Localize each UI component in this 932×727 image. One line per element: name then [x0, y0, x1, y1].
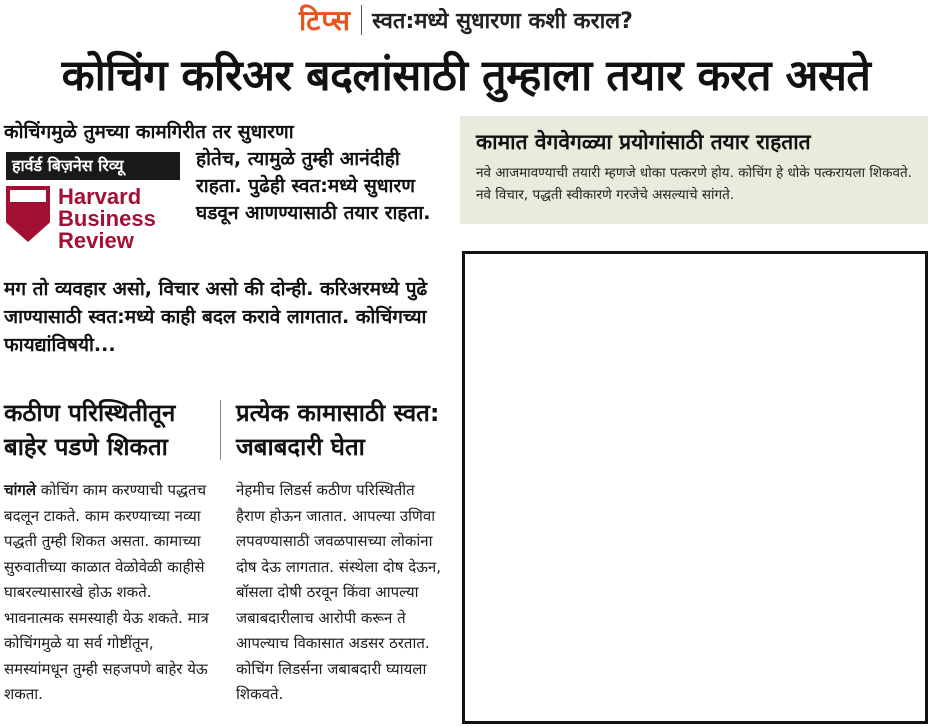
- section-1-body-text: कोचिंग काम करण्याची पद्धतच बदलून टाकते. काम करण्याच्या नव्या पद्धती तुम्ही शिकत असता. कामाच्या सुरुवातीच्या काळात वेळोवेळी काहीसे घाबरल्यासारखे होऊ शकते. भावनात्मक समस्याही येऊ शकते. मात्र कोचिंगमुळे या सर्व गोष्टींतून, समस्यांमधून तुम्ही सहजपणे बाहेर येऊ शकता.: [4, 481, 209, 703]
- tips-tag: टिप्स: [299, 4, 352, 37]
- intro-first-line: कोचिंगमुळे तुमच्या कामगिरीत तर सुधारणा: [4, 121, 294, 143]
- harvard-shield-icon: [6, 186, 50, 242]
- hbr-line-review: Review: [58, 228, 134, 253]
- hbr-logo: [6, 152, 186, 262]
- section-2-title: प्रत्येक कामासाठी स्वत: जबाबदारी घेता: [236, 399, 440, 461]
- main-headline: कोचिंग करिअर बदलांसाठी तुम्हाला तयार करत असते: [61, 51, 871, 101]
- column-divider: [220, 400, 221, 460]
- topic-title: स्वत:मध्ये सुधारणा कशी कराल?: [372, 9, 633, 34]
- section-1-lead: चांगले: [4, 481, 37, 499]
- intro-right-text: होतेच, त्यामुळे तुम्ही आनंदीही राहता. पुढेही स्वत:मध्ये सुधारण घडवून आणण्यासाठी तयार राहता.: [196, 148, 431, 224]
- hbr-hindi-banner: हार्वर्ड बिज़नेस रिव्यू: [6, 152, 180, 180]
- intro-rest-text: मग तो व्यवहार असो, विचार असो की दोन्ही. करिअरमध्ये पुढे जाण्यासाठी स्वत:मध्ये काही बदल करावे लागतात. कोचिंगच्या फायद्यांविषयी...: [4, 278, 428, 356]
- section-2-body: नेहमीच लिडर्स कठीण परिस्थितीत हैराण होऊन जातात. आपल्या उणिवा लपवण्यासाठी जवळपासच्या लोकांना दोष देऊ लागतात. संस्थेला दोष देऊन, बॉसला दोषी ठरवून किंवा आपल्या जबाबदारीलाच आरोपी करून ते आपल्याच विकासात अडसर ठरतात. कोचिंग लिडर्सना जबाबदारी घ्यायला शिकवते.: [236, 481, 442, 703]
- hbr-line-harvard: Harvard: [58, 184, 142, 209]
- photo-frame: [462, 251, 928, 724]
- sidebar-body: नवे आजमावण्याची तयारी म्हणजे धोका पत्करणे होय. कोचिंग हे धोके पत्करायला शिकवते. नवे विचार, पद्धती स्वीकारणे गरजेचे असल्याचे सांगते.: [476, 165, 912, 203]
- section-1-body: [4, 478, 212, 708]
- section-1-title: कठीण परिस्थितीतून बाहेर पडणे शिकता: [4, 399, 176, 461]
- page-topbar: [0, 0, 932, 40]
- sidebar-title: कामात वेगवेगळ्या प्रयोगांसाठी तयार राहतात: [476, 130, 811, 154]
- hbr-line-business: Business: [58, 206, 156, 231]
- topbar-divider: [361, 5, 362, 35]
